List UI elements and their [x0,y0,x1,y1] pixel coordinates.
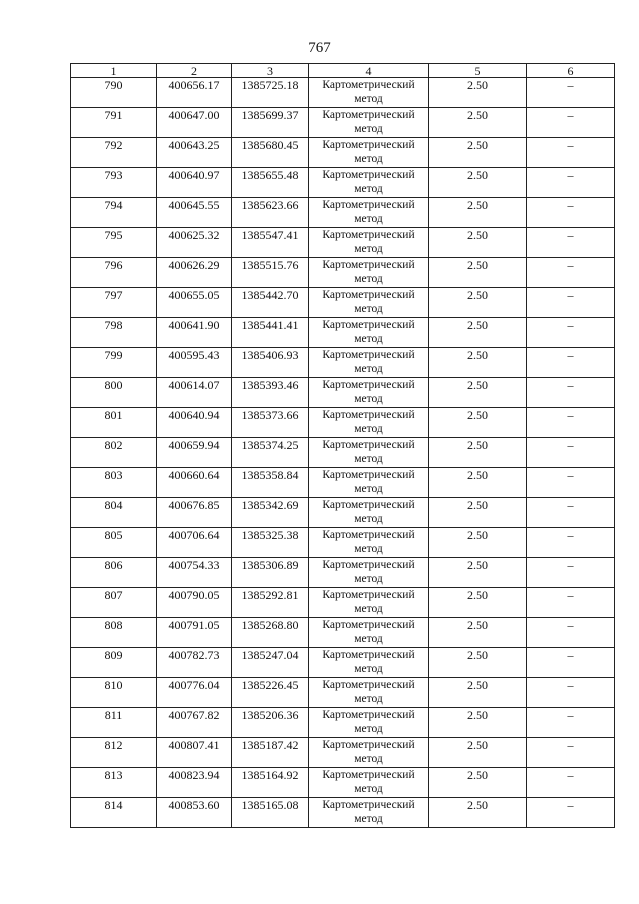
method-line-2: метод [354,633,383,645]
point-number-cell: 793 [71,168,157,198]
column-header-5: 5 [429,64,527,78]
note-cell: – [527,378,615,408]
accuracy-cell: 2.50 [429,288,527,318]
accuracy-cell: 2.50 [429,378,527,408]
method-line-1: Картометрический [322,349,415,361]
method-line-2: метод [354,483,383,495]
accuracy-cell: 2.50 [429,408,527,438]
note-cell: – [527,678,615,708]
method-line-1: Картометрический [322,499,415,511]
column-header-1: 1 [71,64,157,78]
header-row [71,64,615,78]
accuracy-cell: 2.50 [429,348,527,378]
table-row [71,648,615,678]
y-coordinate-cell: 1385441.41 [232,318,309,348]
note-cell: – [527,228,615,258]
y-coordinate-cell: 1385680.45 [232,138,309,168]
accuracy-cell: 2.50 [429,618,527,648]
accuracy-cell: 2.50 [429,768,527,798]
accuracy-cell: 2.50 [429,588,527,618]
method-line-1: Картометрический [322,379,415,391]
method-cell [309,258,429,288]
x-coordinate-cell: 400640.94 [157,408,232,438]
method-cell [309,468,429,498]
y-coordinate-cell: 1385442.70 [232,288,309,318]
accuracy-cell: 2.50 [429,738,527,768]
note-cell: – [527,468,615,498]
method-cell [309,198,429,228]
method-cell [309,738,429,768]
point-number-cell: 806 [71,558,157,588]
method-line-2: метод [354,543,383,555]
table-row [71,528,615,558]
table-row [71,78,615,108]
method-cell [309,168,429,198]
method-line-2: метод [354,603,383,615]
point-number-cell: 796 [71,258,157,288]
y-coordinate-cell: 1385268.80 [232,618,309,648]
method-line-1: Картометрический [322,739,415,751]
point-number-cell: 809 [71,648,157,678]
point-number-cell: 801 [71,408,157,438]
table-row [71,378,615,408]
x-coordinate-cell: 400776.04 [157,678,232,708]
accuracy-cell: 2.50 [429,138,527,168]
note-cell: – [527,318,615,348]
y-coordinate-cell: 1385342.69 [232,498,309,528]
x-coordinate-cell: 400676.85 [157,498,232,528]
method-line-2: метод [354,663,383,675]
x-coordinate-cell: 400640.97 [157,168,232,198]
x-coordinate-cell: 400807.41 [157,738,232,768]
x-coordinate-cell: 400595.43 [157,348,232,378]
point-number-cell: 800 [71,378,157,408]
method-line-1: Картометрический [322,139,415,151]
method-line-1: Картометрический [322,79,415,91]
method-cell [309,108,429,138]
method-line-2: метод [354,93,383,105]
point-number-cell: 805 [71,528,157,558]
note-cell: – [527,708,615,738]
note-cell: – [527,138,615,168]
y-coordinate-cell: 1385247.04 [232,648,309,678]
method-line-1: Картометрический [322,589,415,601]
table-row [71,438,615,468]
column-header-4: 4 [309,64,429,78]
table-row [71,468,615,498]
page-number: 767 [308,40,331,56]
method-line-1: Картометрический [322,679,415,691]
method-cell [309,228,429,258]
method-cell [309,678,429,708]
table-header [71,64,615,78]
table-row [71,318,615,348]
method-line-1: Картометрический [322,799,415,811]
x-coordinate-cell: 400656.17 [157,78,232,108]
table-row [71,198,615,228]
table-row [71,738,615,768]
method-line-2: метод [354,693,383,705]
note-cell: – [527,168,615,198]
point-number-cell: 794 [71,198,157,228]
method-cell [309,138,429,168]
table-row [71,288,615,318]
note-cell: – [527,768,615,798]
method-line-1: Картометрический [322,289,415,301]
method-cell [309,378,429,408]
accuracy-cell: 2.50 [429,258,527,288]
table-row [71,108,615,138]
method-cell [309,498,429,528]
table-row [71,618,615,648]
method-cell [309,348,429,378]
point-number-cell: 799 [71,348,157,378]
point-number-cell: 812 [71,738,157,768]
x-coordinate-cell: 400767.82 [157,708,232,738]
method-line-2: метод [354,783,383,795]
accuracy-cell: 2.50 [429,168,527,198]
method-cell [309,78,429,108]
x-coordinate-cell: 400660.64 [157,468,232,498]
method-line-1: Картометрический [322,199,415,211]
method-cell [309,648,429,678]
table-row [71,138,615,168]
column-header-3: 3 [232,64,309,78]
method-cell [309,768,429,798]
note-cell: – [527,408,615,438]
table-row [71,708,615,738]
note-cell: – [527,498,615,528]
method-line-1: Картометрический [322,649,415,661]
method-line-2: метод [354,123,383,135]
method-cell [309,798,429,828]
method-cell [309,318,429,348]
table-row [71,348,615,378]
method-cell [309,708,429,738]
x-coordinate-cell: 400641.90 [157,318,232,348]
accuracy-cell: 2.50 [429,108,527,138]
note-cell: – [527,738,615,768]
method-line-2: метод [354,153,383,165]
point-number-cell: 792 [71,138,157,168]
y-coordinate-cell: 1385325.38 [232,528,309,558]
x-coordinate-cell: 400625.32 [157,228,232,258]
method-line-2: метод [354,393,383,405]
method-line-1: Картометрический [322,469,415,481]
method-line-1: Картометрический [322,559,415,571]
note-cell: – [527,438,615,468]
note-cell: – [527,348,615,378]
y-coordinate-cell: 1385373.66 [232,408,309,438]
method-cell [309,558,429,588]
point-number-cell: 814 [71,798,157,828]
point-number-cell: 803 [71,468,157,498]
table-row [71,408,615,438]
point-number-cell: 813 [71,768,157,798]
x-coordinate-cell: 400647.00 [157,108,232,138]
method-line-2: метод [354,333,383,345]
y-coordinate-cell: 1385547.41 [232,228,309,258]
note-cell: – [527,258,615,288]
x-coordinate-cell: 400853.60 [157,798,232,828]
accuracy-cell: 2.50 [429,708,527,738]
accuracy-cell: 2.50 [429,438,527,468]
point-number-cell: 797 [71,288,157,318]
method-line-2: метод [354,213,383,225]
note-cell: – [527,198,615,228]
point-number-cell: 804 [71,498,157,528]
accuracy-cell: 2.50 [429,648,527,678]
point-number-cell: 791 [71,108,157,138]
note-cell: – [527,108,615,138]
method-line-1: Картометрический [322,169,415,181]
accuracy-cell: 2.50 [429,498,527,528]
y-coordinate-cell: 1385374.25 [232,438,309,468]
y-coordinate-cell: 1385165.08 [232,798,309,828]
method-line-2: метод [354,723,383,735]
x-coordinate-cell: 400643.25 [157,138,232,168]
point-number-cell: 807 [71,588,157,618]
accuracy-cell: 2.50 [429,468,527,498]
table-row [71,228,615,258]
note-cell: – [527,78,615,108]
point-number-cell: 810 [71,678,157,708]
point-number-cell: 808 [71,618,157,648]
method-line-2: метод [354,813,383,825]
method-line-1: Картометрический [322,709,415,721]
y-coordinate-cell: 1385623.66 [232,198,309,228]
method-line-1: Картометрический [322,259,415,271]
x-coordinate-cell: 400655.05 [157,288,232,318]
x-coordinate-cell: 400626.29 [157,258,232,288]
method-line-1: Картометрический [322,409,415,421]
method-line-1: Картометрический [322,229,415,241]
method-cell [309,618,429,648]
x-coordinate-cell: 400659.94 [157,438,232,468]
method-line-2: метод [354,183,383,195]
method-line-2: метод [354,303,383,315]
coordinates-table [70,63,615,828]
method-cell [309,588,429,618]
table-row [71,258,615,288]
accuracy-cell: 2.50 [429,528,527,558]
accuracy-cell: 2.50 [429,228,527,258]
x-coordinate-cell: 400782.73 [157,648,232,678]
note-cell: – [527,588,615,618]
method-line-1: Картометрический [322,109,415,121]
y-coordinate-cell: 1385226.45 [232,678,309,708]
accuracy-cell: 2.50 [429,558,527,588]
method-cell [309,288,429,318]
point-number-cell: 802 [71,438,157,468]
y-coordinate-cell: 1385187.42 [232,738,309,768]
note-cell: – [527,798,615,828]
method-line-1: Картометрический [322,619,415,631]
y-coordinate-cell: 1385358.84 [232,468,309,498]
note-cell: – [527,558,615,588]
y-coordinate-cell: 1385655.48 [232,168,309,198]
method-line-1: Картометрический [322,529,415,541]
method-line-2: метод [354,573,383,585]
accuracy-cell: 2.50 [429,318,527,348]
method-line-1: Картометрический [322,439,415,451]
y-coordinate-cell: 1385306.89 [232,558,309,588]
x-coordinate-cell: 400706.64 [157,528,232,558]
x-coordinate-cell: 400791.05 [157,618,232,648]
y-coordinate-cell: 1385206.36 [232,708,309,738]
table-row [71,168,615,198]
y-coordinate-cell: 1385292.81 [232,588,309,618]
method-line-2: метод [354,363,383,375]
y-coordinate-cell: 1385406.93 [232,348,309,378]
method-line-1: Картометрический [322,769,415,781]
method-line-2: метод [354,243,383,255]
y-coordinate-cell: 1385515.76 [232,258,309,288]
method-line-1: Картометрический [322,319,415,331]
accuracy-cell: 2.50 [429,798,527,828]
point-number-cell: 790 [71,78,157,108]
x-coordinate-cell: 400614.07 [157,378,232,408]
table-row [71,588,615,618]
table-row [71,678,615,708]
y-coordinate-cell: 1385699.37 [232,108,309,138]
table-row [71,558,615,588]
note-cell: – [527,618,615,648]
point-number-cell: 811 [71,708,157,738]
method-cell [309,528,429,558]
note-cell: – [527,288,615,318]
point-number-cell: 798 [71,318,157,348]
table-body [71,78,615,828]
note-cell: – [527,528,615,558]
method-cell [309,408,429,438]
y-coordinate-cell: 1385393.46 [232,378,309,408]
note-cell: – [527,648,615,678]
method-line-2: метод [354,513,383,525]
method-line-2: метод [354,753,383,765]
column-header-2: 2 [157,64,232,78]
x-coordinate-cell: 400754.33 [157,558,232,588]
x-coordinate-cell: 400823.94 [157,768,232,798]
point-number-cell: 795 [71,228,157,258]
table-row [71,768,615,798]
y-coordinate-cell: 1385164.92 [232,768,309,798]
table-row [71,798,615,828]
method-line-2: метод [354,423,383,435]
column-header-6: 6 [527,64,615,78]
method-cell [309,438,429,468]
y-coordinate-cell: 1385725.18 [232,78,309,108]
accuracy-cell: 2.50 [429,678,527,708]
method-line-2: метод [354,453,383,465]
accuracy-cell: 2.50 [429,78,527,108]
accuracy-cell: 2.50 [429,198,527,228]
method-line-2: метод [354,273,383,285]
x-coordinate-cell: 400790.05 [157,588,232,618]
x-coordinate-cell: 400645.55 [157,198,232,228]
table-row [71,498,615,528]
